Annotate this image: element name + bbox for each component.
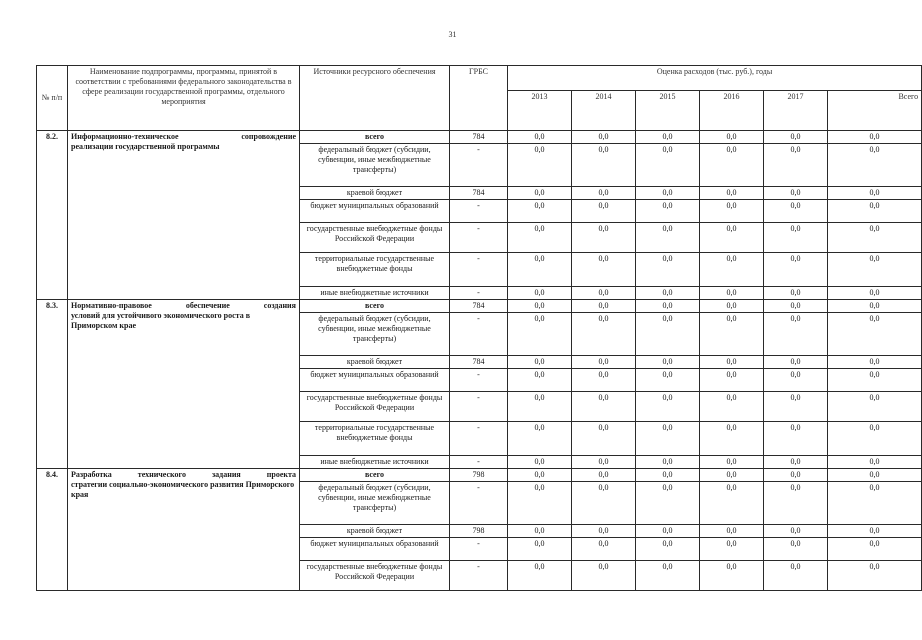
year-value-cell: 0,0 (572, 525, 636, 538)
section-number: 8.2. (37, 131, 68, 300)
total-value-cell: 0,0 (828, 313, 922, 356)
year-value-cell: 0,0 (636, 525, 700, 538)
year-value-cell: 0,0 (508, 253, 572, 287)
section-number: 8.4. (37, 469, 68, 591)
year-value-cell: 0,0 (508, 144, 572, 187)
year-value-cell: 0,0 (700, 200, 764, 223)
total-value-cell: 0,0 (828, 300, 922, 313)
section-title-line1: Разработка технического задания проекта (71, 470, 296, 479)
year-value-cell: 0,0 (700, 313, 764, 356)
source-cell: государственные внебюджетные фонды Российской Федерации (300, 223, 450, 253)
section-title-line1: Нормативно-правовое обеспечение создания (71, 301, 296, 310)
section-title-rest: реализации государственной программы (71, 142, 220, 151)
header-year: 2013 (508, 91, 572, 131)
year-value-cell: 0,0 (572, 300, 636, 313)
year-value-cell: 0,0 (764, 356, 828, 369)
year-value-cell: 0,0 (764, 287, 828, 300)
year-value-cell: 0,0 (508, 313, 572, 356)
year-value-cell: 0,0 (508, 223, 572, 253)
year-value-cell: 0,0 (572, 422, 636, 456)
year-value-cell: 0,0 (636, 223, 700, 253)
year-value-cell: 0,0 (508, 300, 572, 313)
grbs-cell: - (450, 223, 508, 253)
total-value-cell: 0,0 (828, 356, 922, 369)
year-value-cell: 0,0 (700, 300, 764, 313)
year-value-cell: 0,0 (700, 456, 764, 469)
year-value-cell: 0,0 (700, 187, 764, 200)
header-name: Наименование подпрограммы, программы, принятой в соответствии с требованиями федерального законодательства в сфере реализации государственной программы, отдельного мероприятия (68, 66, 300, 131)
total-value-cell: 0,0 (828, 287, 922, 300)
year-value-cell: 0,0 (764, 525, 828, 538)
table-row (37, 469, 922, 482)
year-value-cell: 0,0 (636, 456, 700, 469)
grbs-cell: - (450, 200, 508, 223)
total-value-cell: 0,0 (828, 187, 922, 200)
year-value-cell: 0,0 (572, 469, 636, 482)
year-value-cell: 0,0 (636, 422, 700, 456)
grbs-cell: 784 (450, 356, 508, 369)
grbs-cell: - (450, 538, 508, 561)
year-value-cell: 0,0 (636, 538, 700, 561)
total-value-cell: 0,0 (828, 482, 922, 525)
year-value-cell: 0,0 (764, 482, 828, 525)
total-value-cell: 0,0 (828, 469, 922, 482)
grbs-cell: - (450, 561, 508, 591)
section-title-line1: Информационно-техническое сопровождение (71, 132, 296, 141)
section-number: 8.3. (37, 300, 68, 469)
year-value-cell: 0,0 (572, 356, 636, 369)
grbs-cell: 784 (450, 187, 508, 200)
header-year: 2017 (764, 91, 828, 131)
year-value-cell: 0,0 (700, 482, 764, 525)
year-value-cell: 0,0 (700, 223, 764, 253)
source-cell: федеральный бюджет (субсидии, субвенции, иные межбюджетные трансферты) (300, 482, 450, 525)
source-cell: иные внебюджетные источники (300, 456, 450, 469)
year-value-cell: 0,0 (764, 422, 828, 456)
year-value-cell: 0,0 (764, 300, 828, 313)
year-value-cell: 0,0 (508, 131, 572, 144)
year-value-cell: 0,0 (508, 469, 572, 482)
header-num: № п/п (37, 66, 68, 131)
year-value-cell: 0,0 (700, 538, 764, 561)
header-year: 2016 (700, 91, 764, 131)
year-value-cell: 0,0 (508, 356, 572, 369)
total-value-cell: 0,0 (828, 144, 922, 187)
source-cell: всего (300, 131, 450, 144)
grbs-cell: 798 (450, 525, 508, 538)
year-value-cell: 0,0 (636, 131, 700, 144)
year-value-cell: 0,0 (572, 369, 636, 392)
table-row (37, 300, 922, 313)
total-value-cell: 0,0 (828, 253, 922, 287)
year-value-cell: 0,0 (508, 392, 572, 422)
source-cell: краевой бюджет (300, 187, 450, 200)
year-value-cell: 0,0 (764, 456, 828, 469)
year-value-cell: 0,0 (636, 313, 700, 356)
year-value-cell: 0,0 (764, 469, 828, 482)
source-cell: федеральный бюджет (субсидии, субвенции, иные межбюджетные трансферты) (300, 313, 450, 356)
grbs-cell: 784 (450, 300, 508, 313)
year-value-cell: 0,0 (764, 253, 828, 287)
total-value-cell: 0,0 (828, 456, 922, 469)
year-value-cell: 0,0 (572, 456, 636, 469)
total-value-cell: 0,0 (828, 525, 922, 538)
year-value-cell: 0,0 (636, 369, 700, 392)
section-title-rest: условий для устойчивого экономического роста в Приморском крае (71, 311, 251, 330)
page-number: 31 (448, 30, 457, 39)
section-title (68, 131, 300, 300)
year-value-cell: 0,0 (764, 538, 828, 561)
section-title-rest: стратегии социально-экономического развития Приморского края (71, 480, 295, 499)
total-value-cell: 0,0 (828, 131, 922, 144)
source-cell: всего (300, 300, 450, 313)
year-value-cell: 0,0 (508, 456, 572, 469)
budget-table (36, 65, 922, 591)
source-cell: иные внебюджетные источники (300, 287, 450, 300)
year-value-cell: 0,0 (636, 187, 700, 200)
year-value-cell: 0,0 (700, 469, 764, 482)
year-value-cell: 0,0 (636, 200, 700, 223)
year-value-cell: 0,0 (508, 561, 572, 591)
year-value-cell: 0,0 (572, 200, 636, 223)
year-value-cell: 0,0 (572, 223, 636, 253)
source-cell: территориальные государственные внебюджетные фонды (300, 253, 450, 287)
source-cell: всего (300, 469, 450, 482)
year-value-cell: 0,0 (700, 144, 764, 187)
year-value-cell: 0,0 (636, 356, 700, 369)
year-value-cell: 0,0 (572, 561, 636, 591)
header-total: Всего (828, 91, 922, 131)
year-value-cell: 0,0 (508, 538, 572, 561)
year-value-cell: 0,0 (572, 187, 636, 200)
grbs-cell: - (450, 482, 508, 525)
source-cell: территориальные государственные внебюджетные фонды (300, 422, 450, 456)
year-value-cell: 0,0 (572, 482, 636, 525)
year-value-cell: 0,0 (700, 561, 764, 591)
total-value-cell: 0,0 (828, 561, 922, 591)
section-title (68, 469, 300, 591)
grbs-cell: - (450, 456, 508, 469)
source-cell: государственные внебюджетные фонды Российской Федерации (300, 392, 450, 422)
year-value-cell: 0,0 (700, 356, 764, 369)
year-value-cell: 0,0 (700, 131, 764, 144)
header-year: 2014 (572, 91, 636, 131)
year-value-cell: 0,0 (636, 469, 700, 482)
total-value-cell: 0,0 (828, 369, 922, 392)
total-value-cell: 0,0 (828, 200, 922, 223)
year-value-cell: 0,0 (508, 482, 572, 525)
year-value-cell: 0,0 (636, 561, 700, 591)
source-cell: государственные внебюджетные фонды Российской Федерации (300, 561, 450, 591)
year-value-cell: 0,0 (572, 538, 636, 561)
year-value-cell: 0,0 (764, 187, 828, 200)
year-value-cell: 0,0 (700, 369, 764, 392)
year-value-cell: 0,0 (700, 392, 764, 422)
year-value-cell: 0,0 (572, 253, 636, 287)
source-cell: федеральный бюджет (субсидии, субвенции, иные межбюджетные трансферты) (300, 144, 450, 187)
year-value-cell: 0,0 (508, 187, 572, 200)
year-value-cell: 0,0 (700, 422, 764, 456)
header-estimate: Оценка расходов (тыс. руб.), годы (508, 66, 922, 91)
year-value-cell: 0,0 (572, 313, 636, 356)
source-cell: краевой бюджет (300, 356, 450, 369)
grbs-cell: - (450, 313, 508, 356)
grbs-cell: - (450, 392, 508, 422)
grbs-cell: - (450, 253, 508, 287)
source-cell: бюджет муниципальных образований (300, 369, 450, 392)
year-value-cell: 0,0 (636, 482, 700, 525)
year-value-cell: 0,0 (508, 525, 572, 538)
year-value-cell: 0,0 (508, 287, 572, 300)
header-year: 2015 (636, 91, 700, 131)
year-value-cell: 0,0 (636, 253, 700, 287)
year-value-cell: 0,0 (636, 144, 700, 187)
total-value-cell: 0,0 (828, 538, 922, 561)
grbs-cell: - (450, 369, 508, 392)
year-value-cell: 0,0 (764, 392, 828, 422)
year-value-cell: 0,0 (764, 200, 828, 223)
source-cell: бюджет муниципальных образований (300, 538, 450, 561)
header-grbs: ГРБС (450, 66, 508, 131)
year-value-cell: 0,0 (508, 200, 572, 223)
year-value-cell: 0,0 (764, 223, 828, 253)
grbs-cell: - (450, 422, 508, 456)
total-value-cell: 0,0 (828, 422, 922, 456)
year-value-cell: 0,0 (764, 369, 828, 392)
year-value-cell: 0,0 (572, 144, 636, 187)
grbs-cell: 784 (450, 131, 508, 144)
source-cell: краевой бюджет (300, 525, 450, 538)
year-value-cell: 0,0 (700, 253, 764, 287)
total-value-cell: 0,0 (828, 223, 922, 253)
year-value-cell: 0,0 (764, 144, 828, 187)
header-source: Источники ресурсного обеспечения (300, 66, 450, 131)
year-value-cell: 0,0 (700, 525, 764, 538)
table-row (37, 131, 922, 144)
source-cell: бюджет муниципальных образований (300, 200, 450, 223)
section-title (68, 300, 300, 469)
year-value-cell: 0,0 (636, 392, 700, 422)
year-value-cell: 0,0 (572, 131, 636, 144)
year-value-cell: 0,0 (636, 287, 700, 300)
grbs-cell: 798 (450, 469, 508, 482)
year-value-cell: 0,0 (764, 561, 828, 591)
year-value-cell: 0,0 (572, 392, 636, 422)
year-value-cell: 0,0 (636, 300, 700, 313)
year-value-cell: 0,0 (572, 287, 636, 300)
year-value-cell: 0,0 (508, 422, 572, 456)
year-value-cell: 0,0 (764, 131, 828, 144)
grbs-cell: - (450, 144, 508, 187)
year-value-cell: 0,0 (764, 313, 828, 356)
year-value-cell: 0,0 (700, 287, 764, 300)
total-value-cell: 0,0 (828, 392, 922, 422)
grbs-cell: - (450, 287, 508, 300)
year-value-cell: 0,0 (508, 369, 572, 392)
